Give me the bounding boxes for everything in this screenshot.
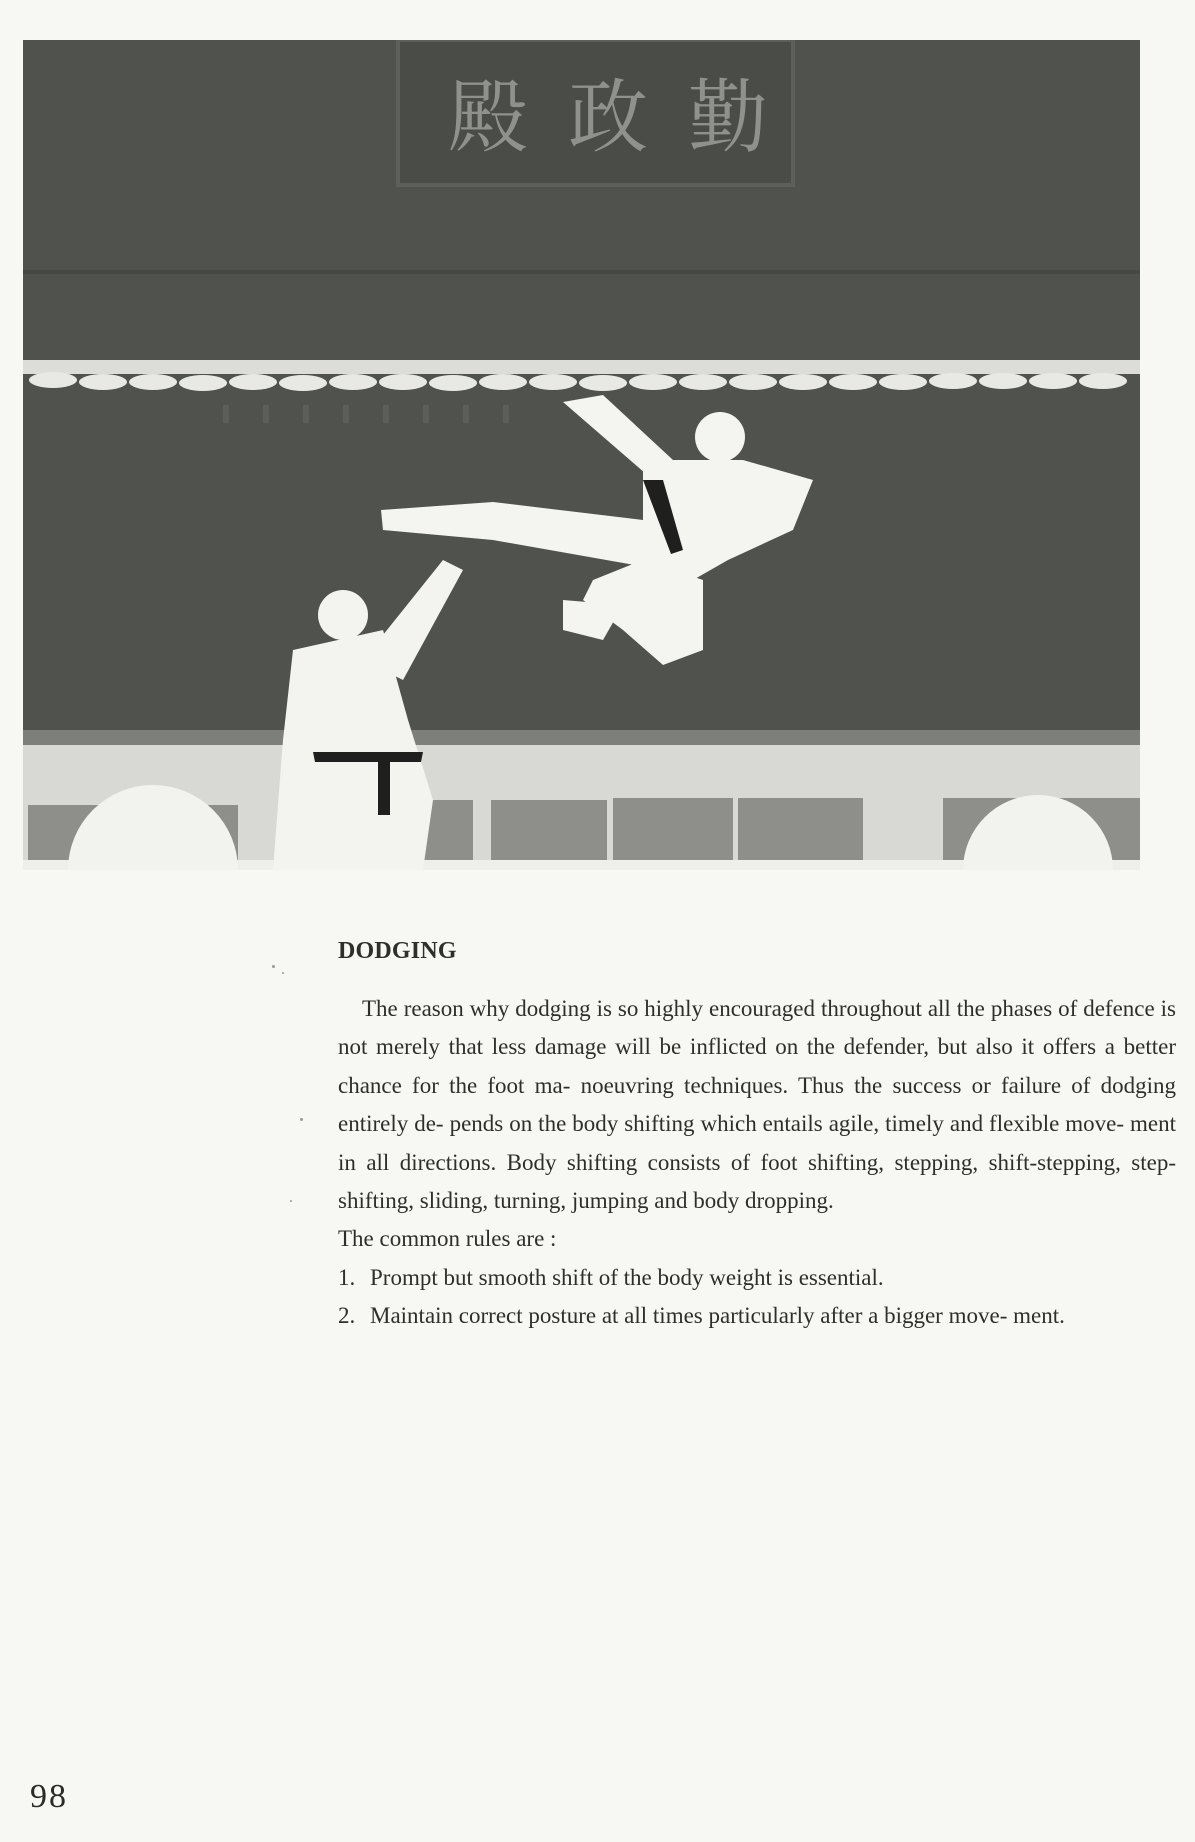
photo-illustration: [23, 40, 1140, 870]
signboard-char-3: 勤: [688, 71, 768, 164]
page-number: 98: [30, 1778, 68, 1815]
rule-number: 1.: [338, 1264, 356, 1290]
rules-list: [338, 1259, 1176, 1336]
print-speck: [272, 965, 275, 968]
signboard-char-2: 政: [568, 71, 648, 164]
kick-photo: [23, 40, 1140, 870]
rules-intro: The common rules are :: [338, 1226, 557, 1252]
print-speck: [290, 1200, 292, 1202]
section-body: [338, 990, 1176, 1336]
print-speck: [282, 972, 284, 974]
section-heading: DODGING: [338, 938, 457, 964]
body-paragraph: The reason why dodging is so highly encouraged throughout all the phases of defence is not merely that less damage will be inflicted on the defender, but also it offers a better chance for the foot ma- noeuvring techniques. Thus the success or failure of dodging entirely de- pends on the body shifting which entails agile, timely and flexible move- ment in all directions. Body shifting consists of foot shifting, stepping, shift-stepping, step-shifting, sliding, turning, jumping and body dropping.: [338, 996, 1176, 1214]
rule-text: Maintain correct posture at all times particularly after a bigger move- ment.: [370, 1303, 1065, 1329]
rule-number: 2.: [338, 1303, 356, 1329]
print-speck: [300, 1118, 303, 1121]
rule-text: Prompt but smooth shift of the body weight is essential.: [370, 1264, 884, 1290]
rule-item: [338, 1259, 1176, 1297]
rule-item: [338, 1297, 1176, 1335]
signboard-char-1: 殿: [448, 71, 528, 164]
